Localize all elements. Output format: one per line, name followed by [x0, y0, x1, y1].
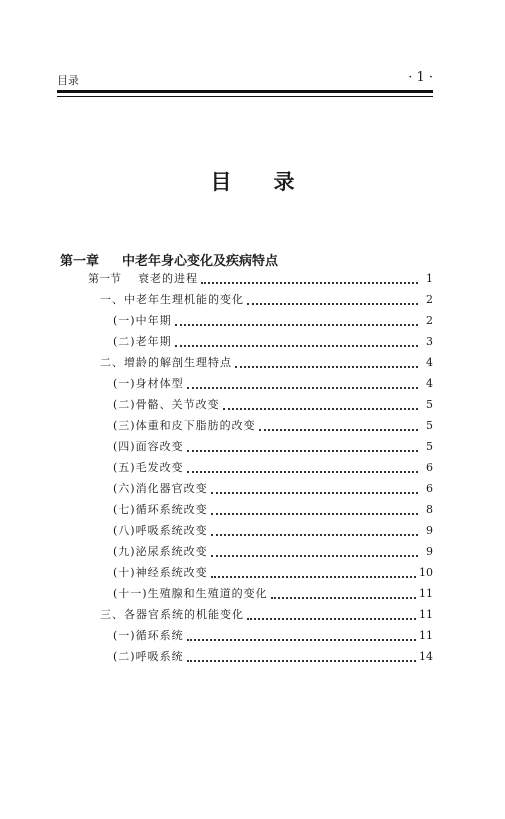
chapter-heading — [60, 250, 278, 269]
leader-dots — [247, 303, 418, 305]
leader-dots — [223, 408, 418, 410]
leader-dots — [211, 555, 418, 557]
toc-entry-level2[interactable] — [113, 458, 433, 478]
leader-dots — [271, 597, 416, 599]
toc-entry-label: (十一)生殖腺和生殖道的变化 — [113, 587, 268, 600]
chapter-number: 第一章 — [60, 254, 100, 269]
toc-entry-level2[interactable] — [113, 521, 433, 541]
toc-page-number: 6 — [426, 482, 433, 495]
toc-entry-level2[interactable] — [113, 332, 433, 352]
toc-entry-level2[interactable] — [113, 311, 433, 331]
toc-page-number: 9 — [426, 524, 433, 537]
toc-page-number: 11 — [419, 608, 433, 621]
leader-dots — [175, 324, 418, 326]
leader-dots — [187, 471, 418, 473]
leader-dots — [201, 282, 418, 284]
leader-dots — [259, 429, 418, 431]
toc-entry-label: (六)消化器官改变 — [113, 482, 208, 495]
toc-entry-label: (一)中年期 — [113, 314, 172, 327]
toc-page-number: 5 — [426, 398, 433, 411]
section-title: 衰老的进程 — [138, 272, 198, 285]
chapter-title: 中老年身心变化及疾病特点 — [122, 254, 279, 269]
leader-dots — [247, 618, 416, 620]
header-rule-thick — [57, 90, 433, 93]
toc-entry-label: 一、中老年生理机能的变化 — [100, 293, 244, 306]
leader-dots — [211, 576, 416, 578]
toc-page-number: 14 — [419, 650, 433, 663]
toc-entry-label: 二、增龄的解剖生理特点 — [100, 356, 232, 369]
toc-entry-label: (七)循环系统改变 — [113, 503, 208, 516]
toc-entry-level2[interactable] — [113, 584, 433, 604]
toc-entry-label — [88, 269, 198, 289]
toc-entry-level2[interactable] — [113, 647, 433, 667]
toc-entry-level2[interactable] — [113, 500, 433, 520]
toc-entry-label: (三)体重和皮下脂肪的改变 — [113, 419, 256, 432]
toc-entry-level2[interactable] — [113, 437, 433, 457]
toc-entry-level2[interactable] — [113, 395, 433, 415]
leader-dots — [187, 639, 416, 641]
toc-entry-label: (二)老年期 — [113, 335, 172, 348]
toc-page-number: 5 — [426, 440, 433, 453]
toc-entry-label: (一)身材体型 — [113, 377, 184, 390]
toc-entry-label: (八)呼吸系统改变 — [113, 524, 208, 537]
leader-dots — [211, 513, 418, 515]
toc-entry-level2[interactable] — [113, 542, 433, 562]
toc-entry-level2[interactable] — [113, 626, 433, 646]
toc-entry-label: (四)面容改变 — [113, 440, 184, 453]
leader-dots — [235, 366, 418, 368]
toc-page-number: 4 — [426, 377, 433, 390]
toc-page-number: 2 — [426, 293, 433, 306]
toc-page-number: 2 — [426, 314, 433, 327]
page-title: 目录 — [210, 170, 337, 194]
toc-entry-level1[interactable] — [100, 605, 433, 625]
toc-page-number: 11 — [419, 629, 433, 642]
toc-page-number: 10 — [419, 566, 433, 579]
toc-entry-label: 三、各器官系统的机能变化 — [100, 608, 244, 621]
toc-entry-label: (九)泌尿系统改变 — [113, 545, 208, 558]
leader-dots — [187, 387, 418, 389]
toc-entry-label: (一)循环系统 — [113, 629, 184, 642]
leader-dots — [211, 534, 418, 536]
toc-entry-label: (二)骨骼、关节改变 — [113, 398, 220, 411]
toc-page-number: 9 — [426, 545, 433, 558]
toc-page-number: 3 — [426, 335, 433, 348]
toc-page-number: 6 — [426, 461, 433, 474]
running-head — [57, 70, 433, 90]
toc-page-number: 1 — [426, 272, 433, 285]
toc-entry-level2[interactable] — [113, 416, 433, 436]
running-head-section: 目录 — [57, 74, 79, 87]
toc-page-number: 11 — [419, 587, 433, 600]
toc-entry-label: (五)毛发改变 — [113, 461, 184, 474]
toc-entry-level2[interactable] — [113, 563, 433, 583]
toc-entry-section[interactable] — [88, 269, 433, 289]
toc-page-number: 5 — [426, 419, 433, 432]
toc-entry-level1[interactable] — [100, 290, 433, 310]
toc-page-number: 8 — [426, 503, 433, 516]
toc-entry-level1[interactable] — [100, 353, 433, 373]
header-rule-thin — [57, 96, 433, 97]
leader-dots — [187, 450, 418, 452]
leader-dots — [211, 492, 418, 494]
toc-page-number: 4 — [426, 356, 433, 369]
page-number: · 1 · — [408, 70, 433, 85]
toc-entry-label: (二)呼吸系统 — [113, 650, 184, 663]
leader-dots — [175, 345, 418, 347]
section-number: 第一节 — [88, 272, 121, 285]
toc-entry-level2[interactable] — [113, 479, 433, 499]
leader-dots — [187, 660, 416, 662]
toc-entry-label: (十)神经系统改变 — [113, 566, 208, 579]
toc-entry-level2[interactable] — [113, 374, 433, 394]
